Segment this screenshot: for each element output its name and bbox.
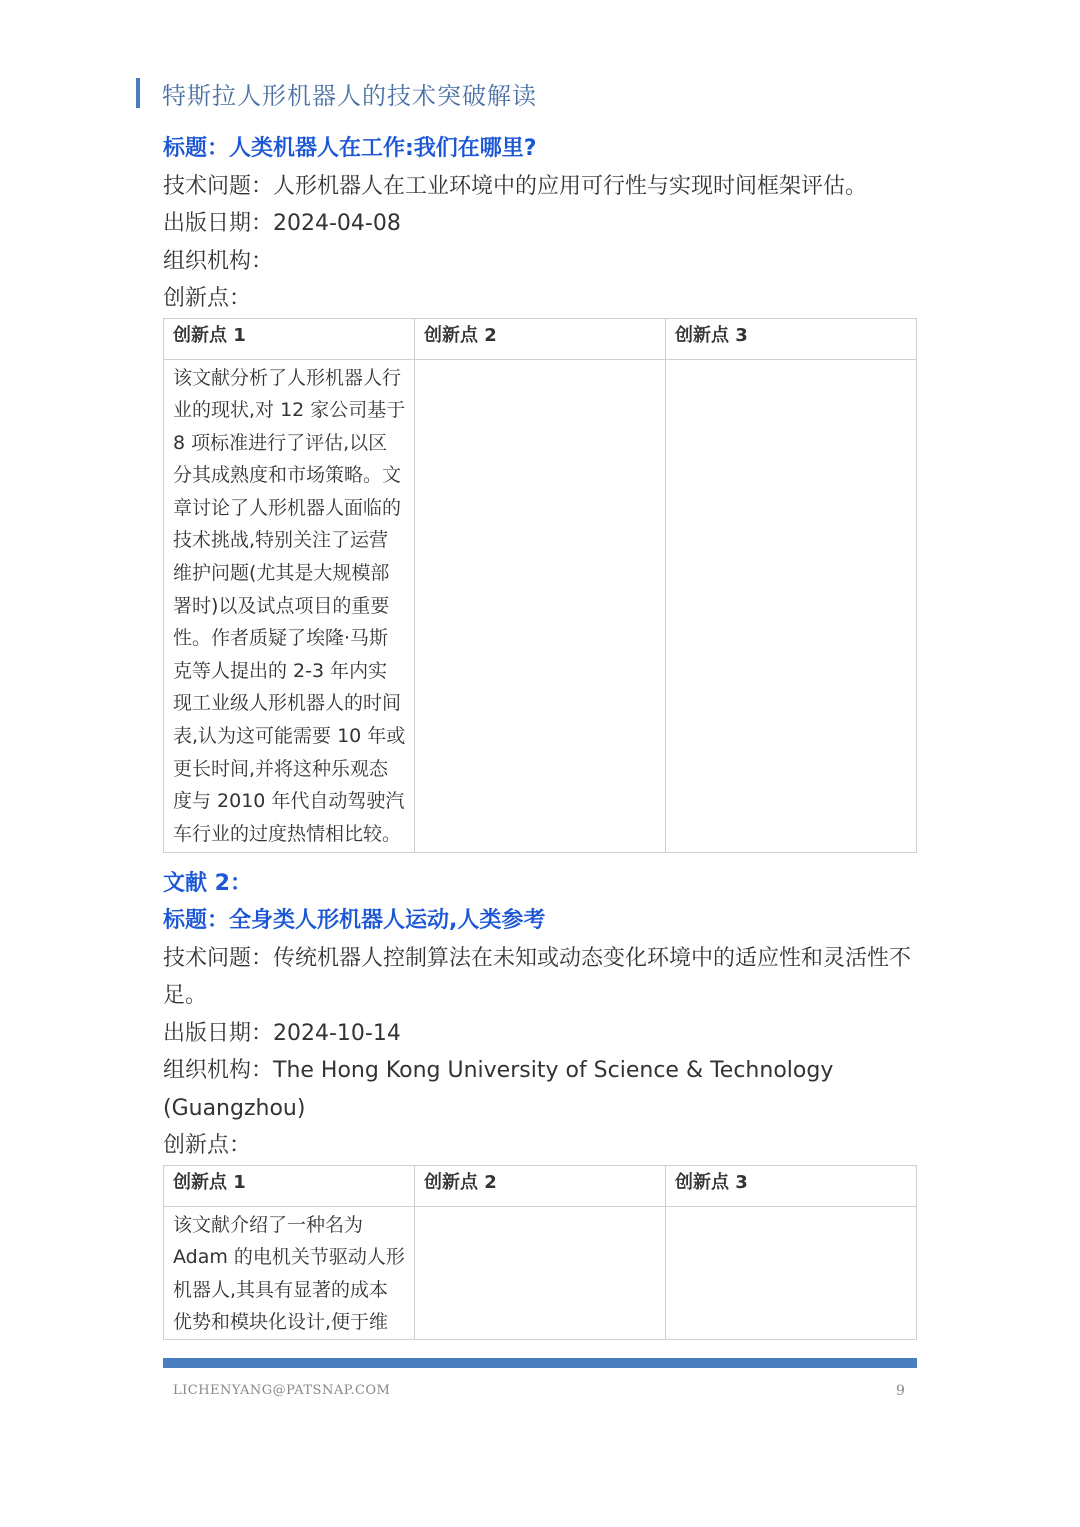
doc2-label: 文献 2：	[163, 870, 252, 896]
doc2-innovation-table	[163, 1165, 917, 1340]
table-row	[164, 359, 917, 852]
table-header-row	[164, 318, 917, 359]
table-cell: 该文献介绍了一种名为 Adam 的电机关节驱动人形机器人,其具有显著的成本优势和模块化设计,便于维	[164, 1206, 415, 1339]
table-cell: 该文献分析了人形机器人行业的现状,对 12 家公司基于 8 项标准进行了评估,以区分其成熟度和市场策略。文章讨论了人形机器人面临的技术挑战,特别关注了运营维护问题(尤其是大规模部署时)以及试点项目的重要性。作者质疑了埃隆·马斯克等人提出的 2-3 年内实现工业级人形机器人的时间表,认为这可能需要 10 年或更长时间,并将这种乐观态度与 2010 年代自动驾驶汽车行业的过度热情相比较。	[164, 359, 415, 852]
table-header-cell: 创新点 3	[666, 1165, 917, 1206]
page-number: 9	[896, 1383, 905, 1399]
doc1-org: 组织机构：	[163, 248, 274, 274]
doc2-innov-label: 创新点：	[163, 1133, 252, 1158]
table-row	[164, 1206, 917, 1339]
page-header	[136, 76, 537, 110]
doc1-date: 出版日期：2024-04-08	[163, 211, 401, 236]
doc2-title: 标题：全身类人形机器人运动,人类参考	[163, 908, 546, 933]
doc1-innovation-table	[163, 318, 917, 853]
table-cell	[666, 1206, 917, 1339]
table-header-cell: 创新点 3	[666, 318, 917, 359]
table-header-cell: 创新点 2	[415, 318, 666, 359]
table-header-row	[164, 1165, 917, 1206]
main-content	[163, 130, 917, 1340]
table-cell	[415, 359, 666, 852]
table-cell	[666, 359, 917, 852]
doc1-title: 标题：人类机器人在工作:我们在哪里?	[163, 136, 537, 161]
doc2-problem: 技术问题：传统机器人控制算法在未知或动态变化环境中的适应性和灵活性不足。	[163, 945, 912, 1008]
table-header-cell: 创新点 1	[164, 318, 415, 359]
doc1-innov-label: 创新点：	[163, 286, 252, 311]
doc1-problem: 技术问题：人形机器人在工业环境中的应用可行性与实现时间框架评估。	[163, 173, 868, 199]
footer-email: LICHENYANG@PATSNAP.COM	[173, 1383, 391, 1398]
footer-bar	[163, 1358, 917, 1368]
doc2-date: 出版日期：2024-10-14	[163, 1020, 401, 1046]
table-cell	[415, 1206, 666, 1339]
header-title: 特斯拉人形机器人的技术突破解读	[162, 81, 537, 110]
table-header-cell: 创新点 1	[164, 1165, 415, 1206]
header-accent-bar	[136, 78, 140, 108]
table-header-cell: 创新点 2	[415, 1165, 666, 1206]
doc2-org: 组织机构：The Hong Kong University of Science & Technology (Guangzhou)	[163, 1058, 834, 1121]
